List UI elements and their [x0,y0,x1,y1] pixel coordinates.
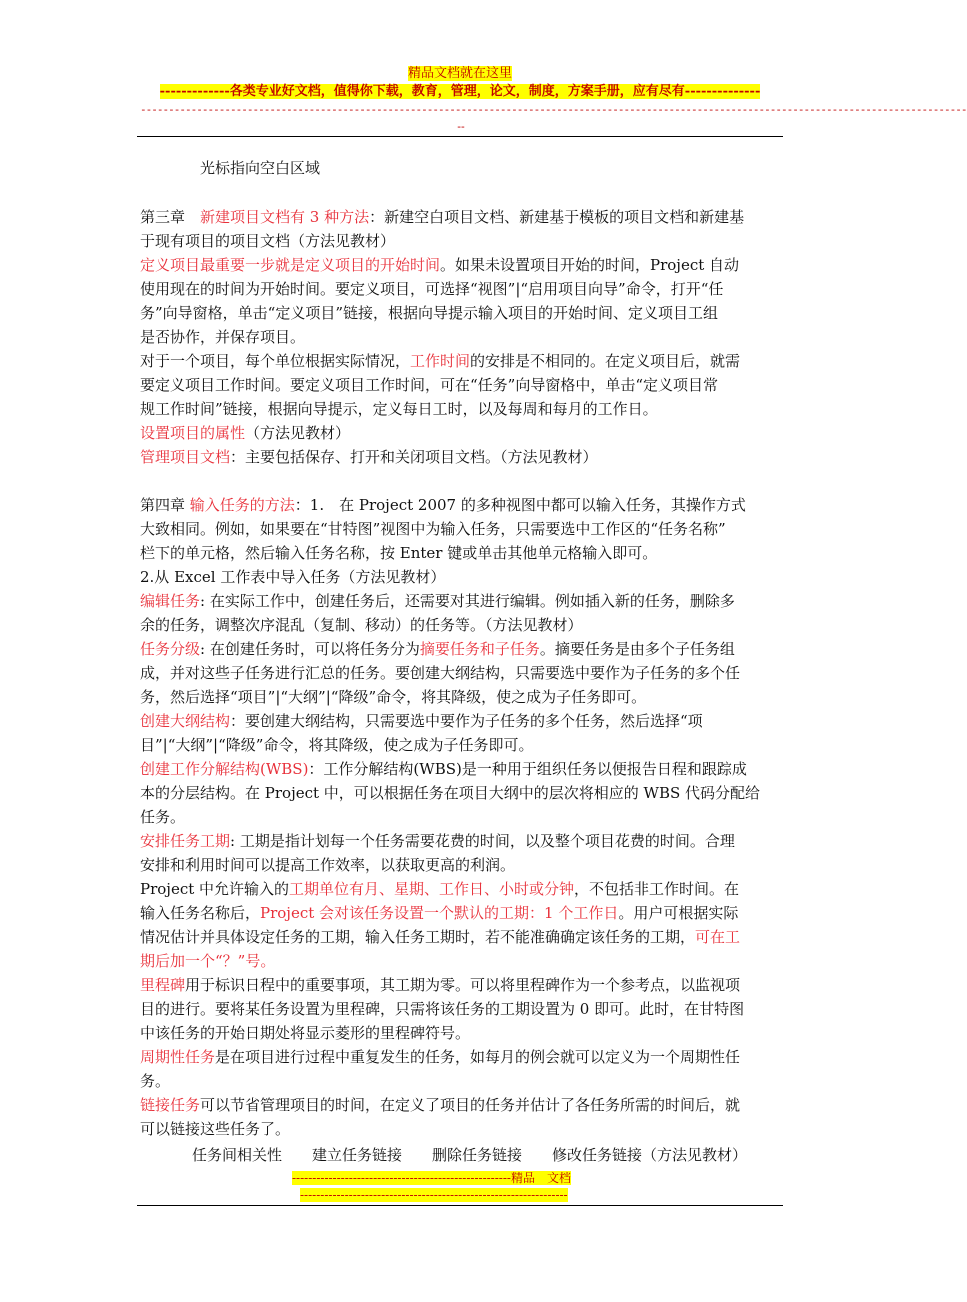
header-dash-line: --------------------------------------------------------------------------------------------------------------------------------------------------- [140,103,967,116]
header-dash-tail: -- [457,120,465,133]
text-line: 栏下的单元格，然后输入任务名称，按 Enter 键或单击其他单元格输入即可。 [140,544,658,562]
text-line: 中该任务的开始日期处将显示菱形的里程碑符号。 [140,1024,471,1042]
text-line: 里程碑用于标识日程中的重要事项，其工期为零。可以将里程碑作为一个参考点，以监视项 [140,976,741,994]
footer-rule [137,1205,783,1206]
text-line: 务。 [140,1072,171,1090]
text-line: 安排和利用时间可以提高工作效率，以获取更高的利润。 [140,856,516,874]
header-title: 精品文档就在这里 [407,66,512,81]
text-line: 使用现在的时间为开始时间。要定义项目，可选择“视图”|“启用项目向导”命令，打开“任 [140,280,724,298]
text-line: 期后加一个“？”号。 [140,952,276,970]
text-line: 于现有项目的项目文档（方法见教材） [140,232,396,250]
text-line: 光标指向空白区域 [200,159,321,177]
chapter4-heading: 第四章 输入任务的方法：1. 在 Project 2007 的多种视图中都可以输入任务，其操作方式 [140,496,746,514]
text-line: 可以链接这些任务了。 [140,1120,291,1138]
footer-line-2: ------------------------------------------------------------------ [300,1188,568,1202]
text-line: 创建工作分解结构(WBS)：工作分解结构(WBS)是一种用于组织任务以便报告日程和跟踪成 [140,760,747,778]
text-line: 要定义项目工作时间。要定义项目工作时间，可在“任务”向导窗格中，单击“定义项目常 [140,376,719,394]
text-line: 情况估计并具体设定任务的工期，输入任务工期时，若不能准确确定该任务的工期，可在工 [140,928,741,946]
text-line: 链接任务可以节省管理项目的时间，在定义了项目的任务并估计了各任务所需的时间后，就 [140,1096,741,1114]
text-line: 创建大纲结构：要创建大纲结构，只需要选中要作为子任务的多个任务，然后选择“项 [140,712,703,730]
header-rule [137,136,783,137]
text-line: 是否协作，并保存项目。 [140,328,306,346]
text-line: 目”|“大纲”|“降级”命令，将其降级，使之成为子任务即可。 [140,736,534,754]
text-line: 目的进行。要将某任务设置为里程碑，只需将该任务的工期设置为 0 即可。此时，在甘特图 [140,1000,745,1018]
text-line: 管理项目文档：主要包括保存、打开和关闭项目文档。（方法见教材） [140,448,598,466]
text-line: 务，然后选择“项目”|“大纲”|“降级”命令，将其降级，使之成为子任务即可。 [140,688,647,706]
text-line: 成，并对这些子任务进行汇总的任务。要创建大纲结构，只需要选中要作为子任务的多个任 [140,664,741,682]
text-line: 对于一个项目，每个单位根据实际情况，工作时间的安排是不相同的。在定义项目后，就需 [140,352,741,370]
text-line: 任务。 [140,808,186,826]
text-line: 本的分层结构。在 Project 中，可以根据任务在项目大纲中的层次将相应的 WBS 代码分配给 [140,784,761,802]
text-line: 任务分级: 在创建任务时，可以将任务分为摘要任务和子任务。摘要任务是由多个子任务组 [140,640,735,658]
footer-line-1: ------------------------------------------------------精品 文档 [292,1171,571,1185]
chapter3-heading: 第三章 新建项目文档有 3 种方法：新建空白项目文档、新建基于模板的项目文档和新建基 [140,208,745,226]
text-line: 大致相同。例如，如果要在“甘特图”视图中为输入任务，只需要选中工作区的“任务名称” [140,520,726,538]
text-line: 定义项目最重要一步就是定义项目的开始时间。如果未设置项目开始的时间，Project 自动 [140,256,740,274]
text-line: Project 中允许输入的工期单位有月、星期、工作日、小时或分钟，不包括非工作时间。在 [140,880,740,898]
text-line: 任务间相关性 建立任务链接 删除任务链接 修改任务链接（方法见教材） [192,1146,748,1164]
text-line: 输入任务名称后，Project 会对该任务设置一个默认的工期：1 个工作日。用户可根据实际 [140,904,739,922]
text-line: 2.从 Excel 工作表中导入任务（方法见教材） [140,568,446,586]
text-line: 周期性任务是在项目进行过程中重复发生的任务，如每月的例会就可以定义为一个周期性任 [140,1048,741,1066]
text-line: 务”向导窗格，单击“定义项目”链接，根据向导提示输入项目的开始时间、定义项目工组 [140,304,719,322]
text-line: 编辑任务: 在实际工作中，创建任务后，还需要对其进行编辑。例如插入新的任务，删除多 [140,592,735,610]
text-line: 安排任务工期: 工期是指计划每一个任务需要花费的时间，以及整个项目花费的时间。合理 [140,832,735,850]
text-line: 设置项目的属性（方法见教材） [140,424,351,442]
header-subtitle: -------------各类专业好文档，值得你下载，教育，管理，论文，制度，方案手册，应有尽有-------------- [159,84,761,99]
text-line: 余的任务，调整次序混乱（复制、移动）的任务等。（方法见教材） [140,616,583,634]
text-line: 规工作时间”链接，根据向导提示，定义每日工时，以及每周和每月的工作日。 [140,400,658,418]
